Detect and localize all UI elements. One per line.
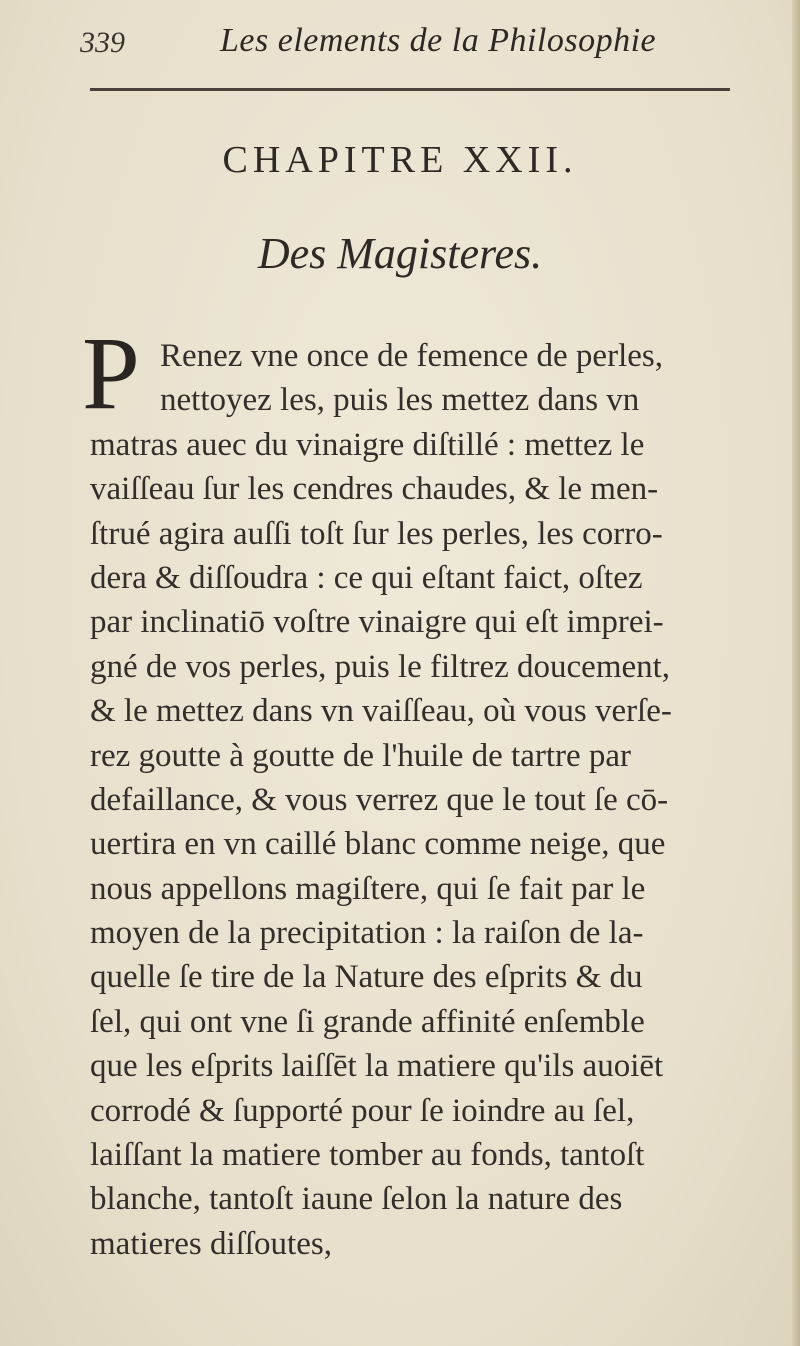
text-line: defaillance, & vous verrez que le tout ſe cō- xyxy=(90,781,669,818)
page-header xyxy=(80,22,740,66)
text-line: rez goutte à goutte de l'huile de tartre par xyxy=(90,737,632,774)
text-line: gné de vos perles, puis le filtrez doucement, xyxy=(90,648,671,685)
body-text xyxy=(90,423,790,1266)
text-line: vaiſſeau ſur les cendres chaudes, & le men- xyxy=(90,471,659,508)
header-rule xyxy=(90,88,730,91)
text-line: Renez vne once de femence de perles, xyxy=(160,338,663,374)
text-line: nettoyez les, puis les mettez dans vn xyxy=(160,382,640,419)
text-line: nous appellons magiſtere, qui ſe fait par le xyxy=(90,870,646,907)
text-line: ſel, qui ont vne ſi grande affinité enſemble xyxy=(90,1003,645,1040)
text-line: laiſſant la matiere tomber au fonds, tantoſt xyxy=(90,1137,645,1174)
page-edge xyxy=(792,0,800,1346)
text-line: par inclinatiō voſtre vinaigre qui eſt imprei- xyxy=(90,604,664,641)
text-line: que les eſprits laiſſēt la matiere qu'ils auoiēt xyxy=(90,1048,664,1085)
chapter-heading: CHAPITRE XXII. xyxy=(222,139,578,181)
text-line: matieres diſſoutes, xyxy=(90,1225,332,1262)
text-line: corrodé & ſupporté pour ſe ioindre au ſel, xyxy=(90,1092,635,1129)
text-line: matras auec du vinaigre diſtillé : mettez le xyxy=(90,426,645,463)
text-line: quelle ſe tire de la Nature des eſprits & du xyxy=(90,959,643,996)
text-line: blanche, tantoſt iaune ſelon la nature des xyxy=(90,1181,623,1218)
drop-cap: P xyxy=(82,316,140,431)
first-lines xyxy=(160,334,800,423)
chapter-title: Des Magisteres. xyxy=(257,229,543,278)
text-line: & le mettez dans vn vaiſſeau, où vous verſe- xyxy=(90,693,672,730)
text-line: uertira en vn caillé blanc comme neige, que xyxy=(90,826,666,863)
text-line: dera & diſſoudra : ce qui eſtant faict, oſtez xyxy=(90,559,643,596)
running-title: Les elements de la Philosophie xyxy=(220,22,657,59)
text-line: ſtrué agira auſſi toſt ſur les perles, les corro- xyxy=(90,515,663,552)
page-number: 339 xyxy=(80,26,125,59)
text-line: moyen de la precipitation : la raiſon de la- xyxy=(90,915,644,952)
